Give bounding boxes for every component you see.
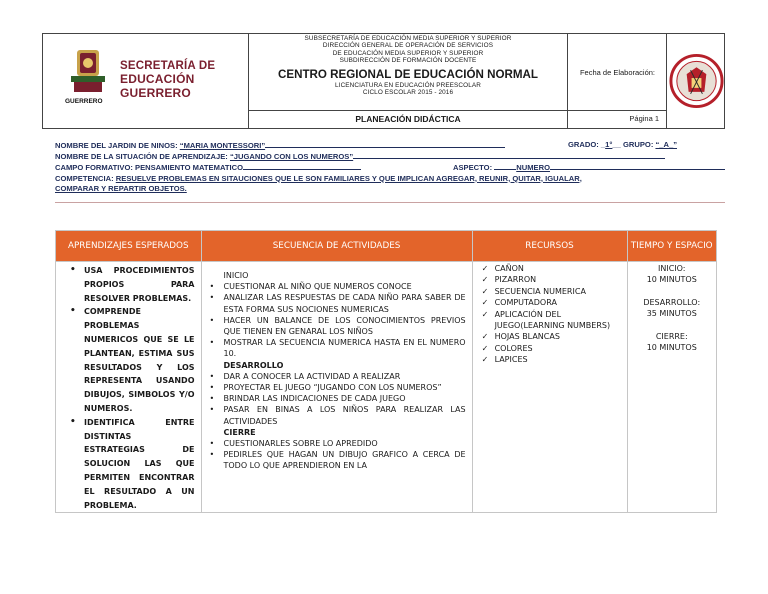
agency-line: SUBDIRECCIÓN DE FORMACIÓN DOCENTE (339, 56, 477, 64)
list-item: ✓ PIZARRON (495, 274, 627, 285)
cycle-line: CICLO ESCOLAR 2015 - 2016 (362, 89, 454, 97)
campo-row (55, 162, 725, 173)
list-item: ✓ LAPICES (495, 354, 627, 365)
agency-line: DE EDUCACIÓN MEDIA SUPERIOR Y SUPERIOR (332, 49, 484, 57)
fecha-label: Fecha de Elaboración: (568, 34, 667, 111)
list-item: ✓ COMPUTADORA (495, 297, 627, 308)
list-item: ✓ APLICACIÓN DEL JUEGO(LEARNING NUMBERS) (495, 309, 627, 332)
logo-line-1: SECRETARÍA DE (120, 60, 216, 72)
list-item: • COMPRENDE PROBLEMAS NUMERICOS QUE SE LE PLANTEAN, ESTIMA SUS RESULTADOS Y LOS REPRESENTA USANDO DIBUJOS, SIMBOLOS Y/O NUMEROS. (84, 305, 201, 415)
seal-cell (666, 34, 726, 128)
plan-info (55, 140, 725, 194)
agency-line: SUBSECRETARÍA DE EDUCACIÓN MEDIA SUPERIOR Y SUPERIOR (304, 35, 512, 42)
logo-cell (43, 34, 249, 128)
fecha-cell (567, 34, 667, 128)
jardin-row (55, 140, 725, 151)
list-item: • DAR A CONOCER LA ACTIVIDAD A REALIZAR (224, 371, 466, 382)
list-item: • CUESTIONARLES SOBRE LO APREDIDO (224, 438, 466, 449)
situacion-row (55, 151, 725, 162)
table-header-row (56, 231, 717, 262)
header-actividades: SECUENCIA DE ACTIVIDADES (201, 231, 472, 262)
list-item: • MOSTRAR LA SECUENCIA NUMERICA HASTA EN EL NUMERO 10. (224, 337, 466, 359)
tiempo-cell (627, 262, 716, 513)
program-line: LICENCIATURA EN EDUCACIÓN PREESCOLAR (335, 82, 481, 90)
agency-line: DIRECCIÓN GENERAL DE OPERACIÓN DE SERVICIOS (322, 42, 494, 50)
header-aprendizajes: APRENDIZAJES ESPERADOS (56, 231, 202, 262)
plan-table (55, 230, 717, 513)
list-item: • BRINDAR LAS INDICACIONES DE CADA JUEGO (224, 393, 466, 404)
normal-school-seal-icon (667, 34, 726, 128)
jardin-label: NOMBRE DEL JARDIN DE NINOS: (55, 141, 178, 150)
grado-label: GRADO: (568, 140, 599, 149)
aspecto-value: NUMERO (516, 163, 550, 173)
title-cell (249, 34, 567, 128)
secretaria-logo (65, 46, 235, 116)
tiempo-desarrollo: DESARROLLO: 35 MINUTOS (643, 297, 701, 319)
competencia-row-2 (55, 184, 725, 194)
logo-line-2: EDUCACIÓN GUERRERO (120, 72, 195, 100)
list-item: • CUESTIONAR AL NIÑO QUE NUMEROS CONOCE (224, 281, 466, 292)
tiempo-cierre: CIERRE: 10 MINUTOS (646, 331, 697, 353)
desarrollo-label: DESARROLLO (223, 360, 284, 370)
list-item: • IDENTIFICA ENTRE DISTINTAS ESTRATEGIAS DE SOLUCION LAS QUE PERMITEN ENCONTRAR EL RESULTADO A UN PROBLEMA. (84, 416, 201, 513)
doc-title: PLANEACIÓN DIDÁCTICA (355, 114, 461, 124)
grupo-label: GRUPO: (622, 140, 654, 149)
competencia-line-1: RESUELVE PROBLEMAS EN SITAUCIONES QUE LE SON FAMILIARES Y QUE IMPLICAN AGREGAR, REUNIR, QUITAR, IGUALAR, (115, 173, 582, 183)
aprendizajes-cell (56, 262, 202, 513)
grado-value: 1° (605, 140, 613, 149)
list-item: • PEDIRLES QUE HAGAN UN DIBUJO GRAFICO A CERCA DE TODO LO QUE APRENDIERON EN LA (224, 449, 466, 471)
grado-group: GRADO: _1°__ GRUPO: “_A_” (568, 140, 677, 149)
list-item: • USA PROCEDIMIENTOS PROPIOS PARA RESOLVER PROBLEMAS. (84, 264, 201, 305)
situacion-label: NOMBRE DE LA SITUACIÓN DE APRENDIZAJE: (55, 152, 228, 162)
inicio-label: INICIO (223, 271, 249, 280)
list-item: ✓ SECUENCIA NUMERICA (495, 286, 627, 297)
divider (55, 202, 725, 203)
list-item: ✓ HOJAS BLANCAS (495, 331, 627, 342)
aspecto-group (453, 162, 725, 173)
competencia-line-2: COMPARAR Y REPARTIR OBJETOS. (55, 183, 187, 193)
actividades-cell (201, 262, 472, 513)
title-block (249, 34, 567, 111)
grupo-value: “_A_” (655, 140, 677, 149)
competencia-label: COMPETENCIA: (55, 173, 114, 183)
jardin-value: “MARIA MONTESSORI” (179, 141, 266, 150)
header-tiempo: TIEMPO Y ESPACIO (627, 231, 716, 262)
table-row (56, 262, 717, 513)
list-item: ✓ COLORES (495, 343, 627, 354)
list-item: • PASAR EN BINAS A LOS NIÑOS PARA REALIZAR LAS ACTIVIDADES (224, 404, 466, 426)
recursos-cell (472, 262, 627, 513)
school-name: CENTRO REGIONAL DE EDUCACIÓN NORMAL (277, 68, 538, 82)
document-header (42, 33, 725, 129)
campo-label: CAMPO FORMATIVO: PENSAMIENTO MATEMATICO (55, 163, 244, 173)
guerrero-label: GUERRERO (65, 98, 103, 105)
list-item: • HACER UN BALANCE DE LOS CONOCIMIENTOS PREVIOS QUE TIENEN EN GENARAL LOS NIÑOS (224, 315, 466, 337)
list-item: • PROYECTAR EL JUEGO “JUGANDO CON LOS NUMEROS” (224, 382, 466, 393)
situacion-value: “JUGANDO CON LOS NUMEROS” (229, 152, 354, 162)
list-item: • ANALIZAR LAS RESPUESTAS DE CADA NIÑO PARA SABER DE ESTA FORMA SUS NOCIONES NUMERICAS (224, 292, 466, 314)
competencia-row (55, 174, 725, 184)
secretaria-text (120, 60, 238, 100)
page-label: Página 1 (629, 114, 659, 123)
tiempo-inicio: INICIO: 10 MINUTOS (646, 264, 697, 285)
header-recursos: RECURSOS (472, 231, 627, 262)
aspecto-label: ASPECTO: (453, 163, 493, 173)
list-item: ✓ CAÑON (495, 263, 627, 274)
cierre-label: CIERRE (223, 427, 256, 437)
